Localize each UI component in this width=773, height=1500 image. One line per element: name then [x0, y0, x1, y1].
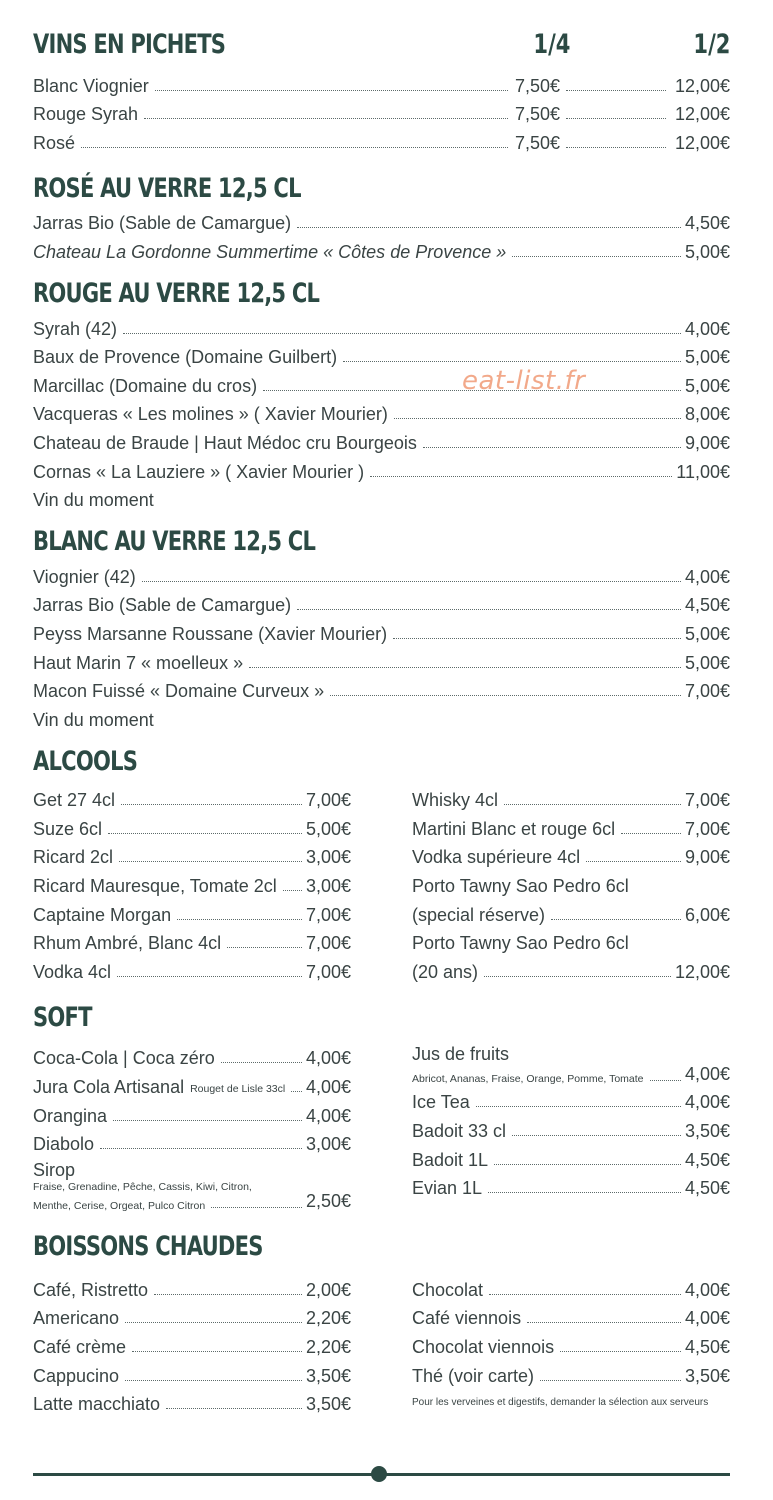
item-name: Ice Tea	[412, 1092, 470, 1113]
item-price: 4,50€	[684, 1149, 730, 1170]
dot-leader	[394, 418, 681, 419]
rouge-section	[33, 277, 730, 511]
rouge-title: ROUGE AU VERRE 12,5 CL	[33, 277, 320, 309]
item-price: 4,50€	[684, 595, 730, 616]
dot-leader	[154, 1294, 302, 1295]
item-name: Vodka supérieure 4cl	[412, 847, 581, 868]
item-price: 12,00€	[674, 132, 730, 153]
dot-leader	[100, 1148, 302, 1149]
item-name: Rouge Syrah	[33, 104, 139, 125]
dot-leader	[166, 1408, 302, 1409]
item-price: 7,00€	[684, 681, 730, 702]
list-item	[33, 783, 351, 812]
item-price: 7,00€	[684, 790, 730, 811]
item-price: 4,00€	[684, 1092, 730, 1113]
blanc-title: BLANC AU VERRE 12,5 CL	[33, 526, 316, 558]
item-name: Jus de fruits	[412, 1043, 510, 1064]
item-name: Café viennois	[412, 1308, 522, 1329]
soft-right-column	[412, 1041, 730, 1212]
dot-leader	[476, 1106, 681, 1107]
soft-left-column	[33, 1041, 351, 1212]
item-name: Martini Blanc et rouge 6cl	[412, 818, 616, 839]
list-item	[412, 1171, 730, 1200]
list-item	[33, 954, 351, 983]
list-item	[33, 125, 730, 154]
jus-price-row	[412, 1065, 730, 1085]
item-name: Vacqueras « Les molines » ( Xavier Mourier)	[33, 404, 388, 425]
item-price: 2,50€	[305, 1191, 351, 1212]
item-name: Thé (voir carte)	[412, 1365, 535, 1386]
dot-leader	[291, 1091, 302, 1092]
list-item	[412, 811, 730, 840]
item-price: 7,50€	[514, 104, 560, 125]
dot-leader	[144, 118, 508, 119]
item-name: Blanc Viognier	[33, 75, 149, 96]
item-price: 2,20€	[305, 1308, 351, 1329]
list-item	[33, 368, 730, 397]
dot-leader	[113, 1120, 302, 1121]
list-item	[33, 1301, 351, 1330]
item-name: Haut Marin 7 « moelleux »	[33, 652, 244, 673]
list-item	[33, 1041, 351, 1070]
pichets-col-half: 1/2	[692, 29, 730, 60]
list-item	[33, 483, 730, 512]
list-item	[33, 68, 730, 97]
item-price: 7,00€	[305, 904, 351, 925]
list-item	[412, 1142, 730, 1171]
item-price: 2,20€	[305, 1337, 351, 1357]
dot-leader	[343, 361, 681, 362]
item-price: 4,00€	[305, 1077, 351, 1098]
list-item	[412, 1329, 730, 1358]
list-item	[412, 840, 730, 869]
item-price: 6,00€	[684, 904, 730, 925]
alcools-left-column	[33, 783, 351, 983]
dot-leader	[211, 1207, 302, 1208]
item-name: Orangina	[33, 1105, 108, 1126]
dot-leader	[155, 90, 508, 91]
list-item	[412, 1113, 730, 1142]
item-price: 3,00€	[305, 1134, 351, 1155]
dot-leader	[566, 147, 666, 148]
dot-leader	[566, 118, 666, 119]
list-item	[33, 674, 730, 703]
item-price: 3,00€	[305, 847, 351, 868]
item-name: Marcillac (Domaine du cros)	[33, 375, 258, 396]
item-name: Baux de Provence (Domaine Guilbert)	[33, 347, 338, 368]
item-name: Porto Tawny Sao Pedro 6cl	[412, 933, 629, 954]
menu-page	[33, 28, 730, 1415]
item-name: Vodka 4cl	[33, 961, 112, 982]
dot-leader	[650, 1080, 681, 1081]
list-item	[33, 311, 730, 340]
item-name: Chateau La Gordonne Summertime « Côtes de Provence »	[33, 241, 507, 262]
item-price: 7,00€	[305, 790, 351, 811]
item-price: 5,00€	[684, 241, 730, 262]
digestifs-note: Pour les verveines et digestifs, demander la sélection aux serveurs	[412, 1396, 709, 1408]
list-item	[33, 1069, 351, 1098]
item-price: 5,00€	[684, 652, 730, 673]
rose-title: ROSÉ AU VERRE 12,5 CL	[33, 172, 301, 204]
dot-leader	[488, 1192, 681, 1193]
item-price: 9,00€	[684, 432, 730, 453]
dot-leader	[132, 1351, 302, 1352]
dot-leader	[249, 667, 681, 668]
dot-leader	[566, 90, 666, 91]
dot-leader	[512, 256, 681, 257]
dot-leader	[177, 919, 302, 920]
item-detail: Menthe, Cerise, Orgeat, Pulco Citron	[33, 1200, 206, 1213]
dot-leader	[108, 833, 302, 834]
alcools-right-column	[412, 783, 730, 983]
item-name: Latte macchiato	[33, 1394, 161, 1415]
item-name: Ricard Mauresque, Tomate 2cl	[33, 876, 277, 897]
dot-leader	[142, 581, 681, 582]
list-item	[33, 1358, 351, 1387]
item-name: Coca-Cola | Coca zéro	[33, 1048, 215, 1069]
item-price: 4,00€	[684, 1279, 730, 1300]
list-item	[33, 926, 351, 955]
list-item	[33, 1329, 351, 1358]
item-name: (special réserve)	[412, 904, 546, 925]
item-price: 7,00€	[305, 961, 351, 982]
list-item	[33, 234, 730, 263]
item-name: Americano	[33, 1308, 120, 1329]
list-item	[412, 868, 730, 897]
item-price: 3,50€	[305, 1365, 351, 1386]
pichets-col-quarter: 1/4	[532, 29, 570, 60]
list-item	[412, 1301, 730, 1330]
dot-leader	[297, 227, 681, 228]
list-item	[33, 1127, 351, 1156]
dot-leader	[527, 1322, 681, 1323]
list-item	[33, 206, 730, 235]
chaudes-section	[33, 1230, 730, 1415]
item-detail: Rouget de Lisle 33cl	[190, 1083, 286, 1096]
item-name: Syrah (42)	[33, 318, 118, 339]
dot-leader	[125, 1322, 302, 1323]
list-item	[33, 616, 730, 645]
item-price: 5,00€	[684, 623, 730, 644]
list-item	[33, 1098, 351, 1127]
item-price: 4,00€	[684, 1063, 730, 1084]
item-name: Viognier (42)	[33, 566, 136, 587]
list-item	[412, 1358, 730, 1387]
dot-leader	[551, 919, 681, 920]
item-price: 2,00€	[305, 1279, 351, 1300]
item-price: 11,00€	[676, 461, 730, 482]
chaudes-left-column	[33, 1272, 351, 1415]
item-name: Vin du moment	[33, 490, 154, 511]
dot-leader	[621, 833, 681, 834]
list-item	[412, 1085, 730, 1114]
list-item	[33, 454, 730, 483]
item-price: 3,50€	[684, 1365, 730, 1386]
list-item	[33, 588, 730, 617]
dot-leader	[330, 695, 681, 696]
item-name: Chocolat viennois	[412, 1337, 555, 1357]
dot-leader	[512, 1135, 681, 1136]
item-price: 3,00€	[305, 876, 351, 897]
list-item	[33, 397, 730, 426]
item-name: Rhum Ambré, Blanc 4cl	[33, 933, 222, 954]
list-item	[412, 926, 730, 955]
list-item	[412, 783, 730, 812]
item-price: 7,50€	[514, 132, 560, 153]
list-item	[33, 645, 730, 674]
item-name: Evian 1L	[412, 1178, 483, 1199]
item-price: 4,00€	[684, 566, 730, 587]
item-price: 7,00€	[684, 818, 730, 839]
item-name: Whisky 4cl	[412, 790, 499, 811]
dot-leader	[221, 1062, 302, 1063]
soft-section	[33, 1001, 730, 1212]
item-price: 3,50€	[305, 1394, 351, 1415]
blanc-section	[33, 525, 730, 731]
item-price: 12,00€	[674, 75, 730, 96]
dot-leader	[423, 447, 681, 448]
alcools-title: ALCOOLS	[33, 745, 138, 777]
item-name: Sirop	[33, 1160, 76, 1181]
item-price: 3,50€	[684, 1121, 730, 1142]
item-name: Cornas « La Lauziere » ( Xavier Mourier )	[33, 461, 365, 482]
item-name: Porto Tawny Sao Pedro 6cl	[412, 876, 629, 897]
dot-leader	[125, 1380, 302, 1381]
dot-leader	[586, 861, 681, 862]
item-name: (20 ans)	[412, 961, 479, 982]
list-item	[33, 559, 730, 588]
item-price: 4,00€	[684, 318, 730, 339]
item-price: 7,50€	[514, 75, 560, 96]
item-name: Suze 6cl	[33, 818, 103, 839]
sirop-item	[33, 1157, 351, 1212]
alcools-section	[33, 745, 730, 983]
list-item	[412, 897, 730, 926]
item-price: 4,50€	[684, 213, 730, 234]
item-name: Jarras Bio (Sable de Camargue)	[33, 213, 292, 234]
item-name: Cappucino	[33, 1365, 120, 1386]
dot-leader	[297, 609, 681, 610]
item-price: 5,00€	[684, 347, 730, 368]
list-item	[33, 340, 730, 369]
list-item	[412, 954, 730, 983]
item-name: Ricard 2cl	[33, 847, 114, 868]
item-name: Jarras Bio (Sable de Camargue)	[33, 595, 292, 616]
item-price: 12,00€	[674, 961, 730, 982]
item-name: Macon Fuissé « Domaine Curveux »	[33, 681, 325, 702]
jus-item	[412, 1041, 730, 1085]
item-name: Vin du moment	[33, 709, 154, 730]
item-name: Get 27 4cl	[33, 790, 116, 811]
item-name: Jura Cola Artisanal	[33, 1077, 185, 1098]
list-item	[33, 811, 351, 840]
dot-leader	[489, 1294, 681, 1295]
item-name: Peyss Marsanne Roussane (Xavier Mourier)	[33, 623, 388, 644]
list-item	[33, 897, 351, 926]
item-price: 5,00€	[305, 818, 351, 839]
item-detail: Abricot, Ananas, Fraise, Orange, Pomme, Tomate	[412, 1072, 644, 1085]
dot-leader	[283, 890, 302, 891]
item-price: 4,00€	[305, 1105, 351, 1126]
dot-leader	[540, 1380, 681, 1381]
list-item	[33, 702, 730, 731]
item-price: 8,00€	[684, 404, 730, 425]
item-name: Café, Ristretto	[33, 1279, 149, 1300]
dot-leader	[227, 947, 302, 948]
list-item	[33, 1387, 351, 1416]
dot-leader	[81, 147, 508, 148]
chaudes-right-column	[412, 1272, 730, 1415]
dot-leader	[121, 804, 302, 805]
list-item	[33, 1272, 351, 1301]
sirop-price-row	[33, 1191, 351, 1213]
sirop-name-row	[33, 1157, 351, 1181]
rose-section	[33, 172, 730, 263]
dot-leader	[560, 1351, 681, 1352]
item-name: Captaine Morgan	[33, 904, 172, 925]
item-price: 4,50€	[684, 1178, 730, 1199]
item-name: Chateau de Braude | Haut Médoc cru Bourgeois	[33, 432, 417, 453]
list-item	[33, 425, 730, 454]
item-price: 9,00€	[684, 847, 730, 868]
item-price: 7,00€	[305, 933, 351, 954]
dot-leader	[494, 1164, 681, 1165]
item-name: Rosé	[33, 132, 76, 153]
pichets-header	[33, 28, 730, 68]
dot-leader	[123, 333, 681, 334]
list-item	[33, 840, 351, 869]
dot-leader	[484, 976, 671, 977]
dot-leader	[393, 638, 681, 639]
pichets-title: VINS EN PICHETS	[33, 29, 226, 60]
item-price: 5,00€	[684, 375, 730, 396]
item-price: 4,00€	[684, 1308, 730, 1329]
pichets-list	[33, 68, 730, 154]
item-detail: Fraise, Grenadine, Pêche, Cassis, Kiwi, Citron,	[33, 1181, 252, 1194]
item-price: 12,00€	[674, 104, 730, 125]
soft-title: SOFT	[33, 1001, 92, 1033]
dot-leader	[504, 804, 681, 805]
item-name: Café crème	[33, 1337, 127, 1357]
chaudes-title: BOISSONS CHAUDES	[33, 1231, 263, 1263]
dot-leader	[370, 476, 672, 477]
item-price: 4,50€	[684, 1337, 730, 1357]
item-price: 4,00€	[305, 1048, 351, 1069]
jus-name-row	[412, 1041, 730, 1065]
item-name: Badoit 1L	[412, 1149, 489, 1170]
watermark-text: eat-list.fr	[462, 366, 586, 396]
divider-dot-icon	[371, 1466, 387, 1482]
item-name: Diabolo	[33, 1134, 95, 1155]
list-item	[412, 1272, 730, 1301]
item-name: Chocolat	[412, 1279, 484, 1300]
list-item	[33, 868, 351, 897]
dot-leader	[117, 976, 302, 977]
item-name: Badoit 33 cl	[412, 1121, 507, 1142]
dot-leader	[119, 861, 302, 862]
list-item	[33, 97, 730, 126]
